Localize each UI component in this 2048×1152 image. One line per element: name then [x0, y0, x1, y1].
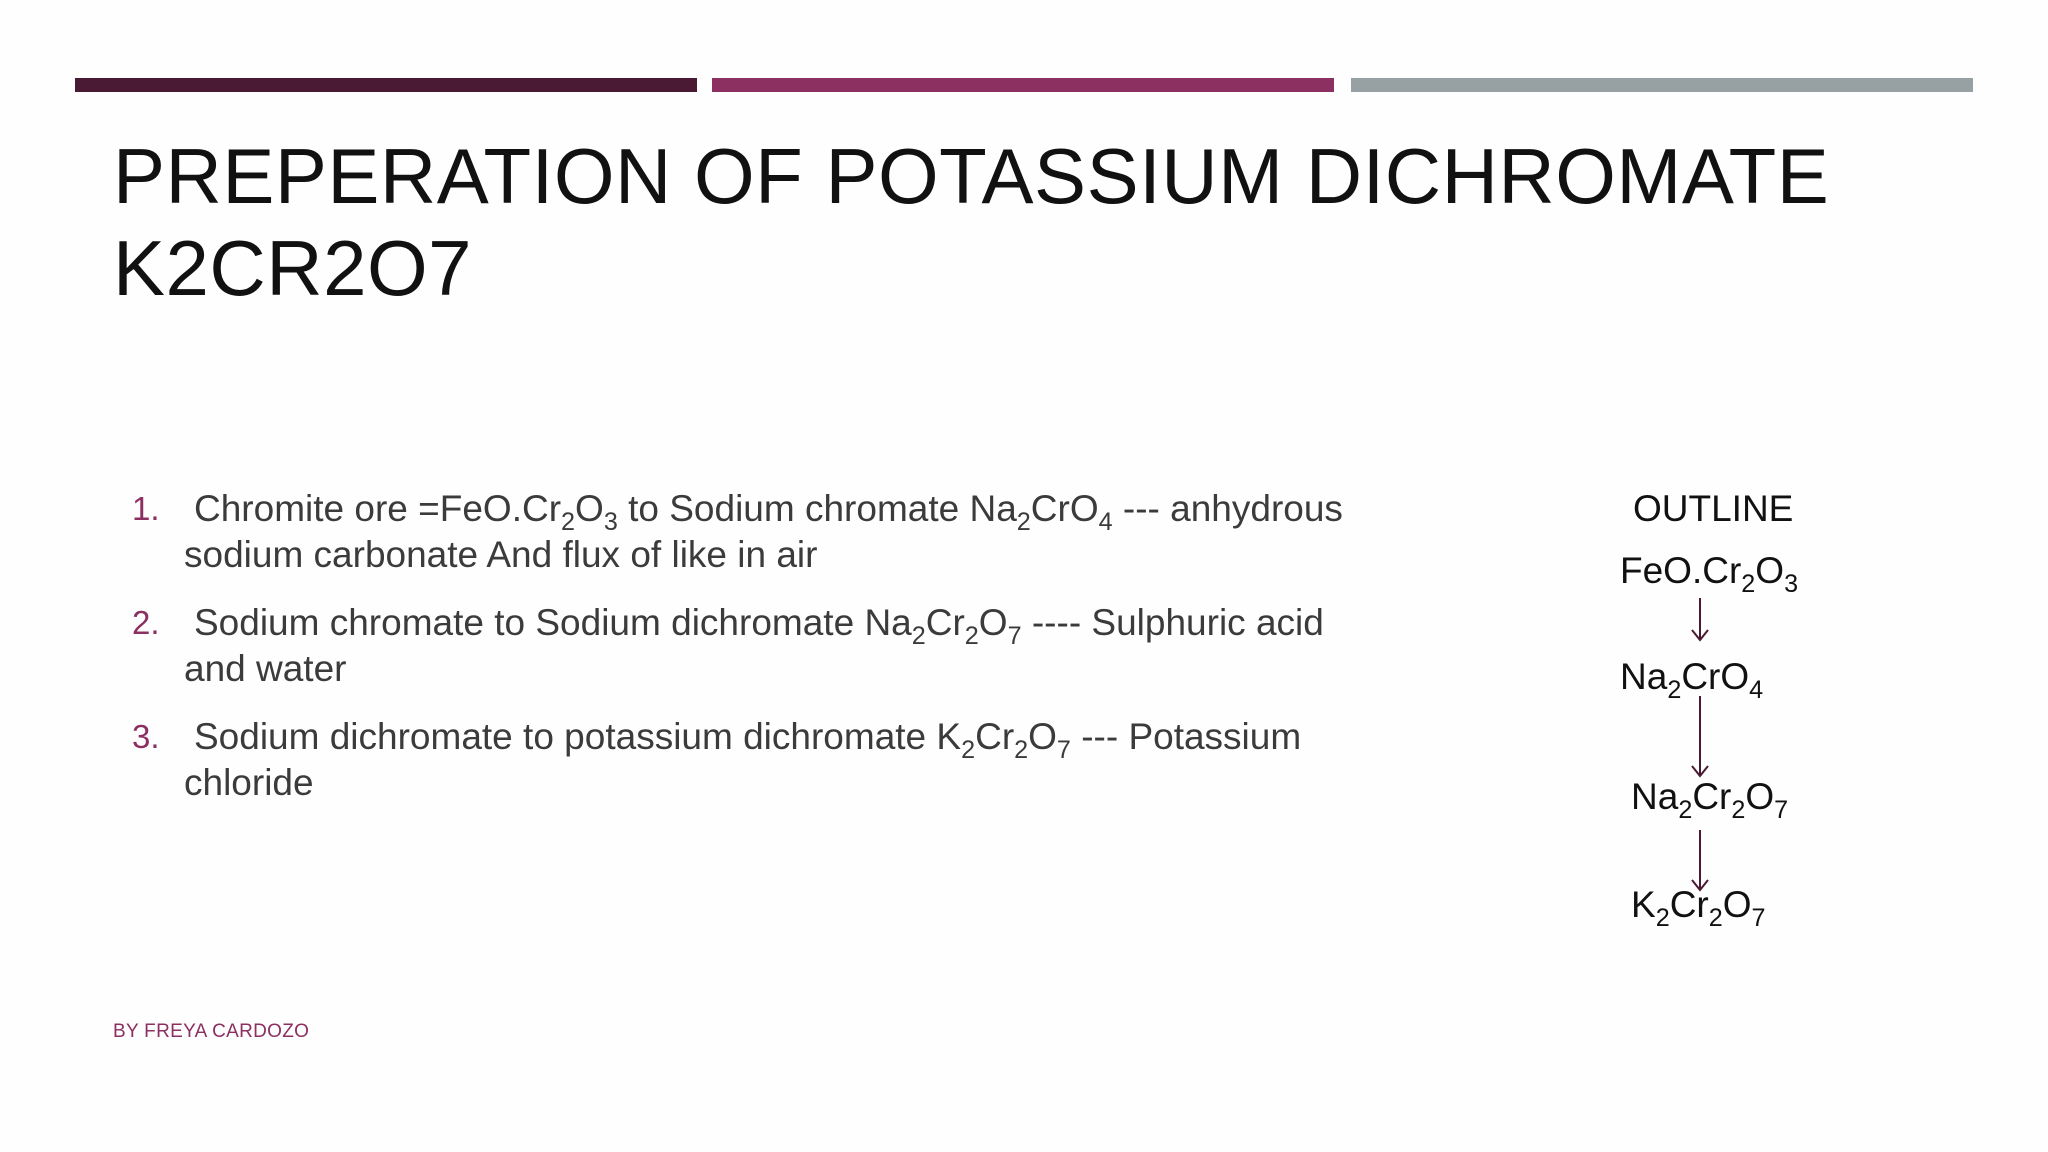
outline-formula-sodium-dichromate: $Na_2Cr_2O_7$ [1631, 776, 1789, 824]
slide-title-line-2: K2CR2O7 [113, 224, 472, 312]
step-text: Sodium dichromate to potassium dichromate $K_2Cr_2O_7$ --- Potassium [194, 716, 1302, 764]
step-number: 1. [132, 490, 160, 527]
slide-title [113, 130, 1913, 314]
step-number: 3. [132, 718, 160, 755]
step-text: Sodium chromate to Sodium dichromate $Na_2Cr_2O_7$ ---- Sulphuric acid [194, 602, 1324, 650]
author-credit: BY FREYA CARDOZO [113, 1021, 310, 1042]
step-text: Chromite ore $=FeO.Cr_2O_3$ to Sodium chromate $Na_2CrO_4$ --- anhydrous [194, 488, 1343, 536]
outline-formula-chromite: $FeO.Cr_2O_3$ [1620, 550, 1799, 598]
step-text-continued: chloride [184, 762, 314, 803]
outline-heading: OUTLINE [1633, 488, 1794, 529]
slide-title-line-1: PREPERATION OF POTASSIUM DICHROMATE [113, 132, 1830, 220]
arrow-down-icon [1688, 696, 1712, 778]
step-text-continued: and water [184, 648, 347, 689]
step-item-3 [130, 714, 1430, 806]
chemical-formula: $K_2Cr_2O_7$ [936, 716, 1071, 764]
chemical-formula: $Na_2Cr_2O_7$ [864, 602, 1022, 650]
step-item-1 [130, 486, 1430, 578]
arrow-down-icon [1688, 598, 1712, 642]
outline-formula-sodium-chromate: $Na_2CrO_4$ [1620, 656, 1764, 704]
accent-bar-dark [75, 78, 697, 92]
chemical-formula: $Na_2CrO_4$ [969, 488, 1113, 536]
step-number: 2. [132, 604, 160, 641]
chemical-formula: $FeO.Cr_2O_3$ [439, 488, 618, 536]
step-text-continued: sodium carbonate And flux of like in air [184, 534, 818, 575]
step-item-2 [130, 600, 1430, 692]
preparation-steps-list [130, 486, 1430, 828]
outline-formula-potassium-dichromate: $K_2Cr_2O_7$ [1631, 884, 1766, 932]
accent-bar-gray [1351, 78, 1973, 92]
accent-bar-magenta [712, 78, 1334, 92]
